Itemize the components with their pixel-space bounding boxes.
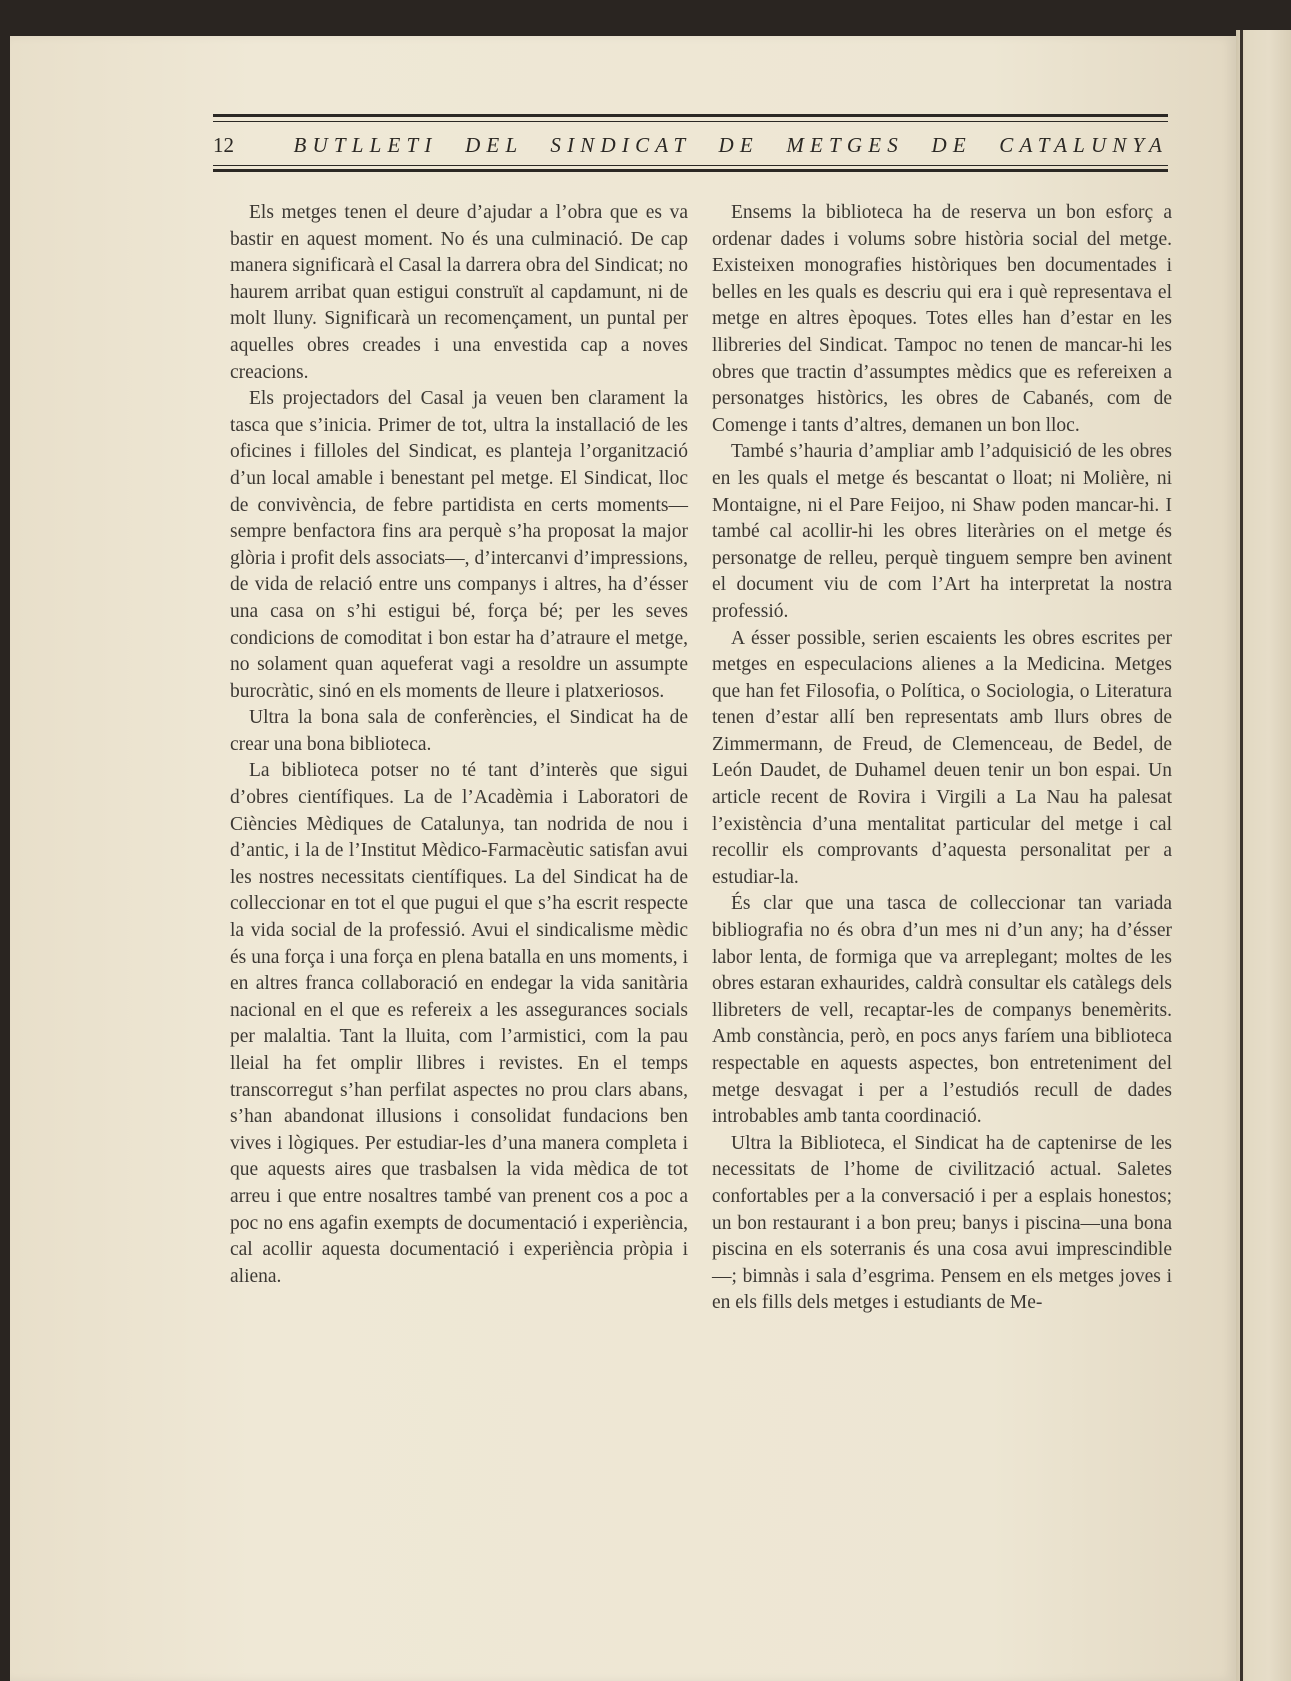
paragraph: També s’hauria d’ampliar amb l’adquisició de les obres en les quals el metge és bescantat o lloat; ni Molière, ni Montaigne, ni el Pare Feijoo, ni Shaw poden mancar-hi. I també cal acollir-hi les obres literàries on el metge és personatge de relleu, perquè tinguem sempre ben avinent el document viu de com l’Art ha interpretat la nostra professió. <box>712 441 1172 622</box>
paragraph: Els projectadors del Casal ja veuen ben clarament la tasca que s’inicia. Primer de tot, ultra la installació de les oficines i filloles del Sindicat, es planteja l’organització d’un local amable i benestant pel metge. El Sindicat, lloc de convivència, de febre partidista en certs moments—sempre benfactora fins ara perquè s’ha proposat la major glòria i profit dels associats—, d’intercanvi d’impressions, de vida de relació entre uns companys i altres, ha d’ésser una casa on s’hi estigui bé, força bé; per les seves condicions de comoditat i bon estar ha d’atraure el metge, no solament quan aqueferat vagi a resoldre un assumpte burocràtic, sinó en els moments de lleure i platxeriosos. <box>230 388 688 702</box>
paragraph: La biblioteca potser no té tant d’interès que sigui d’obres científiques. La de l’Acadèmia i Laboratori de Ciències Mèdiques de Catalunya, tan nodrida de nou i d’antic, i la de l’Institut Mèdico-Farmacèutic satisfan avui les nostres necessitats científiques. La del Sindicat ha de colleccionar en tot el que pugui el que s’ha escrit respecte la vida social de la professió. Avui el sindicalisme mèdic és una força i una força en plena batalla en uns moments, i en altres franca collaboració en endegar la vida sanitària nacional en el que es refereix a les assegurances socials per malaltia. Tant la lluita, com l’armistici, com la pau lleial ha fet omplir llibres i revistes. En el temps transcorregut s’han perfilat aspectes no prou clars abans, s’han abandonat illusions i consolidat fundacions ben vives i lògiques. Per estudiar-les d’una manera completa i que aquests aires que trasbalsen la vida mèdica de tot arreu i que entre nosaltres també van prenent cos a poc a poc no ens agafin exempts de documentació i experiència, cal acollir aquesta documentació i experiència pròpia i aliena. <box>230 760 688 1287</box>
running-title: BUTLLETI DEL SINDICAT DE METGES DE CATALUNYA <box>293 132 1168 157</box>
page-number: 12 <box>213 132 234 157</box>
paragraph: Ensems la biblioteca ha de reserva un bon esforç a ordenar dades i volums sobre història social del metge. Existeixen monografies històriques ben documentades i belles en les quals es descriu qui era i què representava el metge en altres èpoques. Totes elles han d’estar en les llibreries del Sindicat. Tampoc no tenen de mancar-hi les obres que tractin d’assumptes mèdics que es refereixen a personatges històrics, les obres de Cabanés, com de Comenge i tants d’altres, demanen un bon lloc. <box>712 202 1172 436</box>
paragraph: Els metges tenen el deure d’ajudar a l’obra que es va bastir en aquest moment. No és una culminació. De cap manera significarà el Casal la darrera obra del Sindicat; no haurem arribat quan estigui construït al capdamunt, ni de molt lluny. Significarà un recomençament, un puntal per aquelles obres creades i una envestida cap a noves creacions. <box>230 202 688 383</box>
paragraph: Ultra la Biblioteca, el Sindicat ha de captenirse de les necessitats de l’home de civilització actual. Saletes confortables per a la conversació i per a esplais honestos; un bon restaurant i a bon preu; banys i piscina—una bona piscina en els soterranis és una cosa avui imprescindible—; bimnàs i sala d’esgrima. Pensem en els metges joves i en els fills dels metges i estudiants de Me- <box>712 1132 1172 1314</box>
paragraph: És clar que una tasca de colleccionar tan variada bibliografia no és obra d’un mes ni d’un any; ha d’ésser labor lenta, de formiga que va arreplegant; moltes de les obres estaran exhaurides, caldrà consultar els catàlegs dels llibreters de vell, recaptar-les de companys benemèrits. Amb constància, però, en pocs anys faríem una biblioteca respectable en aquests aspectes, bon entreteniment del metge desvagat i per a l’estudiós recull de dades introbables amb tanta coordinació. <box>712 893 1172 1128</box>
paragraph: Ultra la bona sala de conferències, el Sindicat ha de crear una bona biblioteca. <box>230 707 688 755</box>
header-rule-bottom-thin <box>213 165 1168 166</box>
adjacent-page-edge <box>1236 30 1291 1681</box>
header-rule-top-thin <box>213 121 1168 122</box>
text-column-right <box>712 200 1172 1317</box>
page-gutter-line <box>1240 30 1243 1681</box>
running-header <box>213 128 1168 162</box>
paragraph: A ésser possible, serien escaients les obres escrites per metges en especulacions alienes a la Medicina. Metges que han fet Filosofia, o Política, o Sociologia, o Literatura tenen d’estar allí ben representats amb llurs obres de Zimmermann, de Freud, de Clemenceau, de Bedel, de León Daudet, de Duhamel deuen tenir un bon espai. Un article recent de Rovira i Virgili a La Nau ha palesat l’existència d’una mentalitat particular del metge i cal recollir els comprovants d’aquesta personalitat per a estudiar-la. <box>712 627 1172 888</box>
header-rule-bottom-thick <box>213 169 1168 172</box>
text-column-left <box>230 200 688 1290</box>
header-rule-top-thick <box>213 114 1168 117</box>
